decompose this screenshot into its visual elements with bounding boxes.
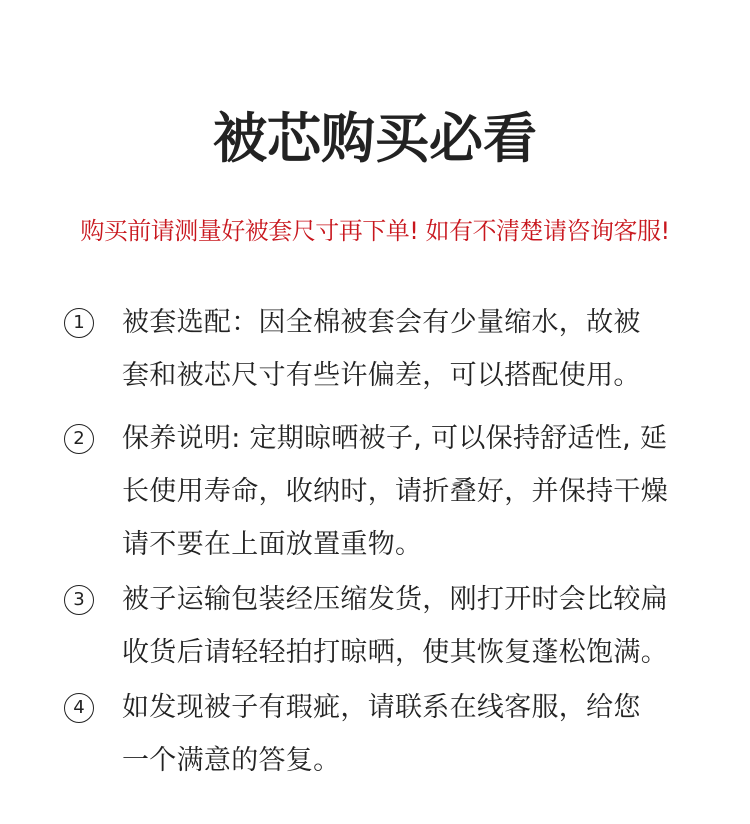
item-line: 如发现被子有瑕疵，请联系在线客服，给您 [122, 692, 641, 723]
purchase-notice: 购买前请测量好被套尺寸再下单! 如有不清楚请咨询客服! [80, 217, 670, 245]
page-title: 被芯购买必看 [213, 107, 537, 170]
item-text [122, 296, 702, 402]
item-line: 套和被芯尺寸有些许偏差，可以搭配使用。 [122, 360, 641, 391]
item-line: 被套选配：因全棉被套会有少量缩水，故被 [122, 307, 641, 338]
item-line: 保养说明: 定期晾晒被子, 可以保持舒适性, 延 [122, 423, 668, 454]
item-number-badge: 3 [64, 585, 94, 615]
item-number-badge: 2 [64, 424, 94, 454]
item-line: 长使用寿命，收纳时，请折叠好，并保持干燥 [122, 476, 668, 507]
item-number-badge: 1 [64, 308, 94, 338]
item-line: 被子运输包装经压缩发货，刚打开时会比较扁 [122, 584, 668, 615]
item-line: 一个满意的答复。 [122, 745, 341, 776]
item-line: 收货后请轻轻拍打晾晒，使其恢复蓬松饱满。 [122, 637, 668, 668]
item-text [122, 681, 702, 787]
item-text [122, 412, 702, 571]
item-text [122, 573, 702, 679]
item-line: 请不要在上面放置重物。 [122, 529, 423, 560]
item-number-badge: 4 [64, 693, 94, 723]
